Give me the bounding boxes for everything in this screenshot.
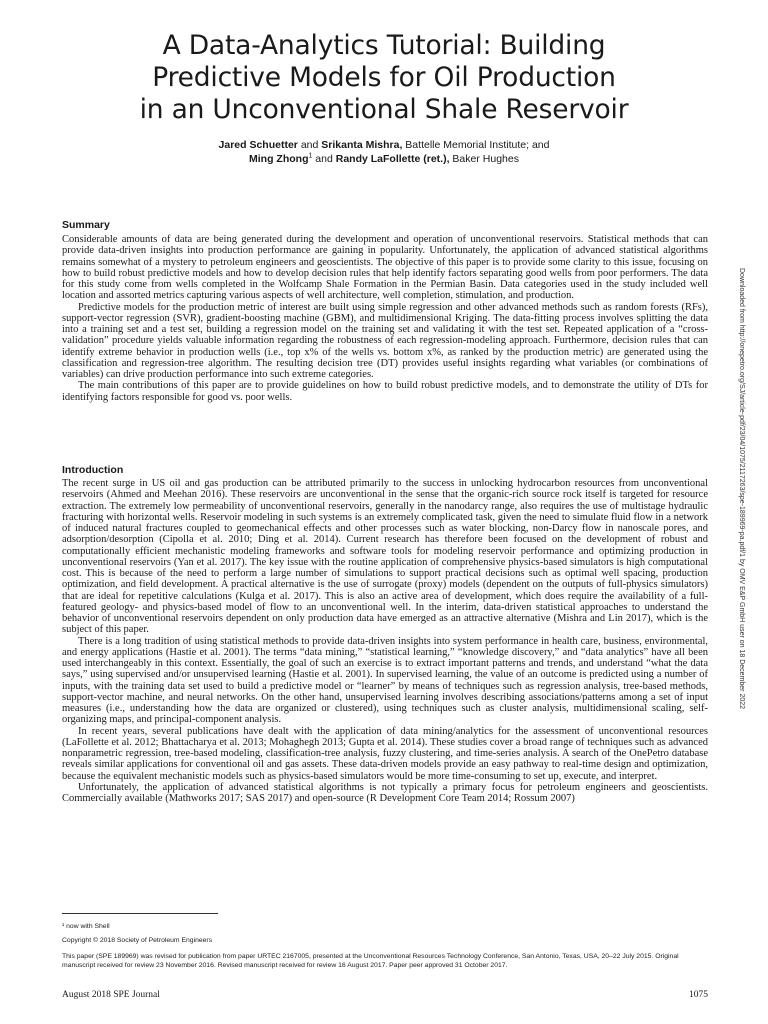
- author-affiliation: Battelle Memorial Institute; and: [402, 139, 550, 151]
- introduction-paragraph: The recent surge in US oil and gas production can be attributed primarily to the success in unlocking hydrocarbon resources from unconventional reservoirs (Ahmed and Meehan 2016). These reservoirs are unconventional in the sense that the organic-rich source rock itself is targeted for resource extraction. The extremely low permeability of unconventional reservoirs, generally in the nanodarcy range, also requires the use of multistage hydraulic fracturing with horizontal wells. Reservoir modeling in such systems is an extremely complicated task, given the need to simulate fluid flow in a network of induced natural fractures coupled to geomechanical effects and other processes such as water blocking, non-Darcy flow in nanoscale pores, and adsorption/desorption (Cipolla et al. 2010; Ding et al. 2014). Current research has therefore been focused on the development of robust and computationally efficient mechanistic modeling frameworks and software tools for modeling reservoir performance and optimizing production in unconventional reservoirs (Yan et al. 2017). The key issue with the routine application of comprehensive physics-based simulators is high computational cost. This is because of the need to perform a large number of simulations to support practical decisions such as optimal well spacing, production optimization, and field development. A practical alternative is the use of surrogate (proxy) models (dependent on the outputs of full-physics simulators) that are ideal for repetitive calculations (Kulga et al. 2017). This is also an active area of development, which does require the availability of a full-featured geology- and physics-based model of flow to an unconventional well. In the interim, data-driven statistical approaches to understand the behavior of unconventional reservoirs dependent on only production data have emerged as an attractive alternative (Mishra and Lin 2017), which is the subject of this paper.: [62, 478, 708, 636]
- article-title: [60, 30, 708, 126]
- introduction-paragraph: In recent years, several publications have dealt with the application of data mining/analytics for the assessment of unconventional resources (LaFollette et al. 2012; Bhattacharya et al. 2013; Mohaghegh 2013; Gupta et al. 2014). These studies cover a broad range of techniques such as advanced nonparametric regression, tree-based modeling, classification-tree analysis, fuzzy clustering, and time-series analysis. A search of the OnePetro database reveals similar applications for conventional oil and gas assets. These data-driven models provide an easy pathway to real-time design and optimization, because the equivalent mechanistic models such as physics-based simulators would be more time-consuming to set up, execute, and interpret.: [62, 725, 708, 782]
- summary-paragraph: Predictive models for the production metric of interest are built using simple regression and other advanced methods such as random forests (RFs), support-vector regression (SVR), gradient-boosting machine (GBM), and multidimensional Kriging. The data-fitting process involves splitting the data into a training set and a test set, building a regression model on the training set and validating it with the test set. Repeated application of a “cross-validation” procedure yields valuable information regarding the robustness of each regression-modeling approach. Furthermore, decision rules that can identify extreme behavior in production wells (i.e., top x% of the wells vs. bottom x%, as ranked by the production metric) are generated using the classification and regression-tree algorithm. The resulting decision tree (DT) provides useful insights regarding what variables (or combinations of variables) can drive production performance into such extreme categories.: [62, 301, 708, 380]
- introduction-body: [62, 478, 708, 804]
- title-line-3: in an Unconventional Shale Reservoir: [139, 94, 629, 125]
- author-name: Randy LaFollette (ret.),: [335, 153, 450, 165]
- introduction-heading: Introduction: [62, 464, 124, 476]
- author-footnote-marker: 1: [308, 152, 313, 160]
- author-line-2: [80, 152, 688, 166]
- summary-body: [62, 234, 708, 403]
- author-line-1: [80, 138, 688, 152]
- summary-heading: Summary: [62, 219, 110, 231]
- summary-paragraph: The main contributions of this paper are to provide guidelines on how to build robust predictive models, and to demonstrate the utility of DTs for identifying factors responsible for good vs. poor wells.: [62, 380, 708, 403]
- footnote-affiliation: ¹ now with Shell: [62, 923, 110, 930]
- introduction-paragraph: Unfortunately, the application of advanced statistical algorithms is not typically a primary focus for petroleum engineers and geoscientists. Commercially available (Mathworks 2017; SAS 2017) and open-source (R Development Core Team 2014; Rossum 2007): [62, 781, 708, 804]
- title-line-1: A Data-Analytics Tutorial: Building: [162, 30, 606, 61]
- footnote-divider: [62, 913, 218, 914]
- author-block: [80, 138, 688, 166]
- footnote-history: This paper (SPE 189969) was revised for publication from paper URTEC 2167005, presented at the Unconventional Resources Technology Conference, San Antonio, Texas, USA, 20–22 July 2015. Original manuscript received for review 23 November 2016. Revised manuscript received for review 16 August 2017. Paper peer approved 31 October 2017.: [62, 953, 679, 969]
- author-name: Ming Zhong: [249, 153, 309, 165]
- footnote-copyright: Copyright © 2018 Society of Petroleum Engineers: [62, 937, 213, 944]
- title-line-2: Predictive Models for Oil Production: [152, 62, 616, 93]
- author-name: Srikanta Mishra,: [321, 139, 403, 151]
- page-number: 1075: [689, 990, 708, 1000]
- journal-footer: August 2018 SPE Journal: [62, 990, 160, 1000]
- summary-paragraph: Considerable amounts of data are being generated during the development and operation of unconventional reservoirs. Statistical methods that can provide data-driven insights into production performance are gaining in popularity. Unfortunately, the application of advanced statistical algorithms remains somewhat of a mystery to petroleum engineers and geoscientists. The objective of this paper is to provide some clarity to this issue, focusing on how to build robust predictive models and how to develop decision rules that help identify factors separating good wells from poor performers. The data for this study come from wells completed in the Wolfcamp Shale Formation in the Permian Basin. Data categories used in the study included well location and assorted metrics capturing various aspects of well architecture, well completion, stimulation, and production.: [62, 234, 708, 302]
- download-watermark-text: Downloaded from http://onepetro.org/SJ/article-pdf/23/04/1075/2117263/spe-189969-pa.pdf/1 by OMV E&P GmbH user on 18 December 2022: [738, 268, 745, 710]
- download-watermark: [735, 268, 747, 958]
- author-name: Jared Schuetter: [218, 139, 298, 151]
- author-conjunction: and: [312, 153, 336, 165]
- introduction-paragraph: There is a long tradition of using statistical methods to provide data-driven insights into system performance in health care, business, environmental, and energy applications (Hastie et al. 2001). The terms “data mining,” “statistical learning,” “knowledge discovery,” and “data analytics” have all been used interchangeably in this context. Essentially, the goal of such an exercise is to extract important patterns and trends, and understand “what the data says,” using supervised and/or unsupervised learning (Hastie et al. 2001). In supervised learning, the value of an outcome is predicted using a number of inputs, with the training data set used to build a predictive model or “learner” by means of techniques such as regression analysis, tree-based methods, support-vector machine, and neural networks. On the other hand, unsupervised learning involves describing associations/patterns among a set of input measures (i.e., understanding how the data are organized or clustered), using techniques such as cluster analysis, multidimensional scaling, self-organizing maps, and principal-component analysis.: [62, 635, 708, 726]
- author-conjunction: and: [297, 139, 322, 151]
- author-affiliation: Baker Hughes: [449, 153, 519, 165]
